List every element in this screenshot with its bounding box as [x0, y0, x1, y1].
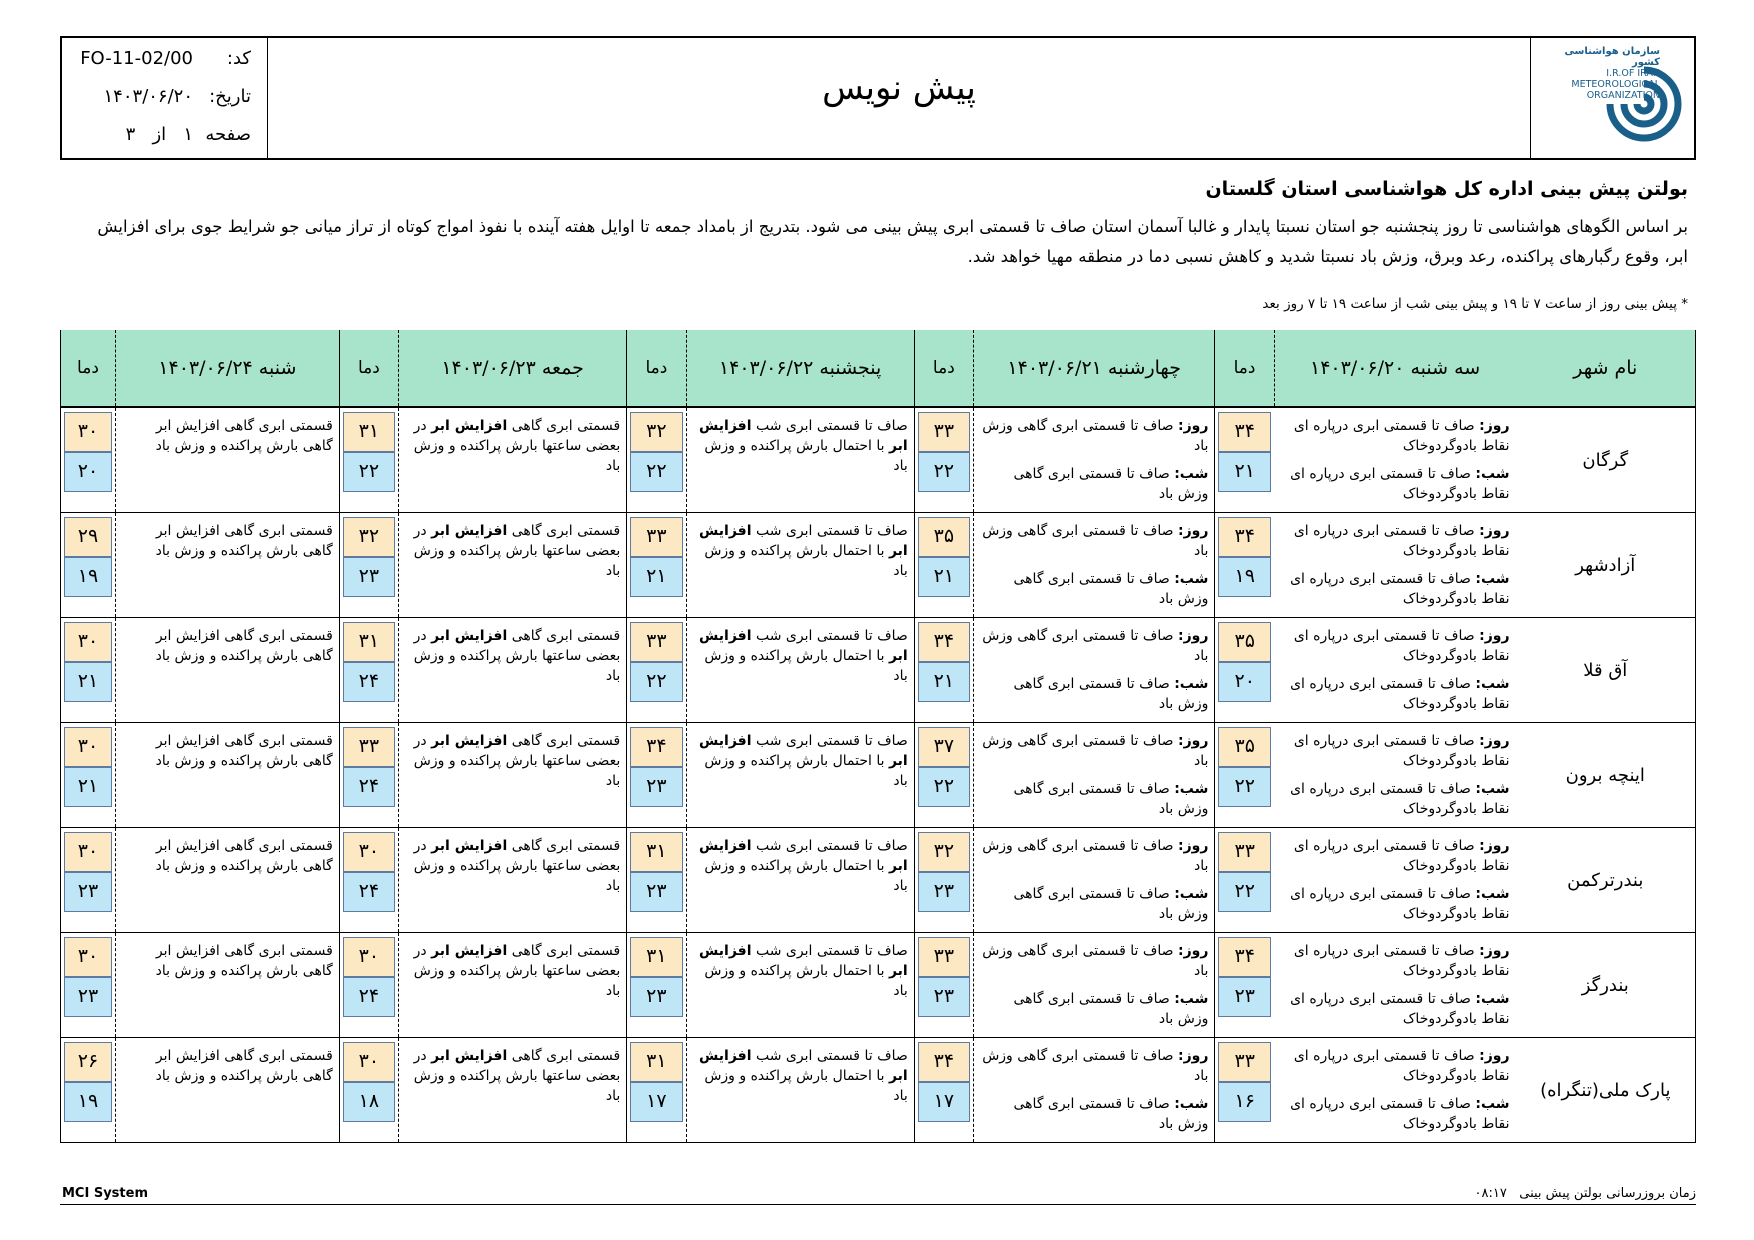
update-time	[1475, 1186, 1696, 1201]
temp-day3	[627, 513, 686, 618]
page-value: ۱	[183, 124, 193, 145]
night-label: شب:	[1174, 1096, 1209, 1112]
min-temp: ۲۲	[918, 452, 970, 492]
min-temp: ۲۲	[343, 452, 395, 492]
temp-day4	[339, 513, 398, 618]
forecast-day4: قسمتی ابری گاهی افزایش ابر در بعضی ساعتها بارش پراکنده و وزش باد	[399, 828, 627, 933]
page-title: پیش نویس	[822, 68, 976, 108]
temp-day2	[914, 513, 973, 618]
max-temp: ۳۳	[1218, 1042, 1271, 1082]
night-forecast: شب: صاف تا قسمتی ابری درپاره ای نقاط بادوگردوخاک	[1290, 991, 1510, 1027]
night-forecast: شب: صاف تا قسمتی ابری گاهی وزش باد	[1013, 571, 1209, 607]
night-forecast: شب: صاف تا قسمتی ابری درپاره ای نقاط بادوگردوخاک	[1290, 781, 1510, 817]
night-label: شب:	[1475, 781, 1510, 797]
meteorological-organization-logo-icon	[1596, 52, 1686, 152]
min-temp: ۲۳	[630, 872, 682, 912]
day-forecast: روز: صاف تا قسمتی ابری درپاره ای نقاط بادوگردوخاک	[1293, 733, 1510, 769]
day-label: روز:	[1479, 418, 1510, 434]
temp-header: دما	[339, 330, 398, 407]
bulletin-title: بولتن پیش بینی اداره کل هواشناسی استان گلستان	[1205, 178, 1688, 200]
max-temp: ۳۲	[343, 517, 395, 557]
forecast-day4: قسمتی ابری گاهی افزایش ابر در بعضی ساعتها بارش پراکنده و وزش باد	[399, 407, 627, 513]
forecast-day1	[1274, 1038, 1515, 1143]
table-row	[61, 723, 1696, 828]
day-label: روز:	[1177, 523, 1209, 539]
day-label: روز:	[1177, 733, 1209, 749]
night-forecast: شب: صاف تا قسمتی ابری درپاره ای نقاط بادوگردوخاک	[1290, 466, 1510, 502]
forecast-day4: قسمتی ابری گاهی افزایش ابر در بعضی ساعتها بارش پراکنده و وزش باد	[399, 513, 627, 618]
max-temp: ۳۱	[630, 832, 682, 872]
temp-day2	[914, 1038, 973, 1143]
code-value: FO-11-02/00	[80, 48, 193, 69]
min-temp: ۲۰	[64, 452, 112, 492]
page-label: صفحه	[205, 124, 251, 145]
temp-day5	[61, 513, 116, 618]
city-name: بندرترکمن	[1516, 828, 1696, 933]
temp-day2	[914, 618, 973, 723]
max-temp: ۳۱	[343, 622, 395, 662]
min-temp: ۱۷	[918, 1082, 970, 1122]
temp-day3	[627, 407, 686, 513]
temp-day4	[339, 1038, 398, 1143]
temp-header: دما	[61, 330, 116, 407]
min-temp: ۲۲	[630, 452, 682, 492]
max-temp: ۳۳	[630, 517, 682, 557]
logo-fa-text: سازمان هواشناسی کشور	[1564, 46, 1660, 68]
forecast-day3: صاف تا قسمتی ابری شب افزایش ابر با احتمال بارش پراکنده و وزش باد	[686, 513, 914, 618]
day-forecast: روز: صاف تا قسمتی ابری گاهی وزش باد	[982, 418, 1209, 454]
night-label: شب:	[1475, 676, 1510, 692]
temp-day4	[339, 933, 398, 1038]
night-label: شب:	[1174, 781, 1209, 797]
table-row	[61, 513, 1696, 618]
night-label: شب:	[1475, 571, 1510, 587]
city-name: پارک ملی(تنگراه)	[1516, 1038, 1696, 1143]
city-name: اینچه برون	[1516, 723, 1696, 828]
max-temp: ۳۴	[1218, 412, 1271, 452]
max-temp: ۳۰	[343, 937, 395, 977]
night-forecast: شب: صاف تا قسمتی ابری گاهی وزش باد	[1013, 676, 1209, 712]
day-header-4: جمعه ۱۴۰۳/۰۶/۲۳	[399, 330, 627, 407]
day-forecast: روز: صاف تا قسمتی ابری درپاره ای نقاط بادوگردوخاک	[1293, 943, 1510, 979]
temp-day3	[627, 723, 686, 828]
document-header	[60, 36, 1696, 160]
max-temp: ۳۳	[630, 622, 682, 662]
night-label: شب:	[1475, 466, 1510, 482]
day-header-1: سه شنبه ۱۴۰۳/۰۶/۲۰	[1274, 330, 1515, 407]
max-temp: ۲۶	[64, 1042, 112, 1082]
logo-en-line1: I.R.OF IRAN	[1606, 68, 1660, 79]
temp-day5	[61, 407, 116, 513]
forecast-day3: صاف تا قسمتی ابری شب افزایش ابر با احتمال بارش پراکنده و وزش باد	[686, 407, 914, 513]
table-row	[61, 828, 1696, 933]
forecast-day2	[973, 513, 1214, 618]
forecast-day1	[1274, 933, 1515, 1038]
day-label: روز:	[1479, 1048, 1510, 1064]
forecast-day3: صاف تا قسمتی ابری شب افزایش ابر با احتمال بارش پراکنده و وزش باد	[686, 723, 914, 828]
min-temp: ۲۲	[630, 662, 682, 702]
max-temp: ۳۴	[1218, 517, 1271, 557]
max-temp: ۳۰	[64, 832, 112, 872]
day-label: روز:	[1177, 418, 1209, 434]
max-temp: ۳۱	[630, 1042, 682, 1082]
max-temp: ۳۴	[630, 727, 682, 767]
temp-day1	[1215, 618, 1274, 723]
min-temp: ۲۲	[1218, 767, 1271, 807]
night-label: شب:	[1475, 886, 1510, 902]
update-label: زمان بروزرسانی بولتن پیش بینی	[1519, 1186, 1696, 1201]
night-forecast: شب: صاف تا قسمتی ابری گاهی وزش باد	[1013, 886, 1209, 922]
min-temp: ۲۴	[343, 872, 395, 912]
max-temp: ۳۰	[343, 1042, 395, 1082]
day-header-5: شنبه ۱۴۰۳/۰۶/۲۴	[115, 330, 339, 407]
update-time-value: ۰۸:۱۷	[1474, 1186, 1507, 1201]
night-forecast: شب: صاف تا قسمتی ابری درپاره ای نقاط بادوگردوخاک	[1290, 676, 1510, 712]
forecast-day3: صاف تا قسمتی ابری شب افزایش ابر با احتمال بارش پراکنده و وزش باد	[686, 933, 914, 1038]
city-name: گرگان	[1516, 407, 1696, 513]
night-forecast: شب: صاف تا قسمتی ابری درپاره ای نقاط بادوگردوخاک	[1290, 571, 1510, 607]
temp-day3	[627, 618, 686, 723]
min-temp: ۲۴	[343, 662, 395, 702]
min-temp: ۲۳	[630, 977, 682, 1017]
forecast-day2	[973, 828, 1214, 933]
day-forecast: روز: صاف تا قسمتی ابری درپاره ای نقاط بادوگردوخاک	[1293, 418, 1510, 454]
min-temp: ۱۹	[1218, 557, 1271, 597]
day-forecast: روز: صاف تا قسمتی ابری گاهی وزش باد	[982, 838, 1209, 874]
day-label: روز:	[1479, 733, 1510, 749]
forecast-day4: قسمتی ابری گاهی افزایش ابر در بعضی ساعتها بارش پراکنده و وزش باد	[399, 1038, 627, 1143]
temp-day1	[1215, 1038, 1274, 1143]
day-forecast: روز: صاف تا قسمتی ابری گاهی وزش باد	[982, 523, 1209, 559]
logo-cell	[1530, 38, 1694, 158]
day-forecast: روز: صاف تا قسمتی ابری درپاره ای نقاط بادوگردوخاک	[1293, 628, 1510, 664]
temp-day3	[627, 828, 686, 933]
day-forecast: روز: صاف تا قسمتی ابری درپاره ای نقاط بادوگردوخاک	[1293, 838, 1510, 874]
table-row	[61, 407, 1696, 513]
temp-day5	[61, 828, 116, 933]
day-label: روز:	[1177, 1048, 1209, 1064]
forecast-footnote: * پیش بینی روز از ساعت ۷ تا ۱۹ و پیش بینی شب از ساعت ۱۹ تا ۷ روز بعد	[1262, 296, 1688, 312]
night-forecast: شب: صاف تا قسمتی ابری گاهی وزش باد	[1013, 1096, 1209, 1132]
min-temp: ۲۱	[64, 767, 112, 807]
night-label: شب:	[1174, 886, 1209, 902]
temp-day1	[1215, 933, 1274, 1038]
night-label: شب:	[1174, 991, 1209, 1007]
code-label: کد:	[226, 48, 251, 69]
day-label: روز:	[1177, 628, 1209, 644]
temp-day2	[914, 828, 973, 933]
day-header-2: چهارشنبه ۱۴۰۳/۰۶/۲۱	[973, 330, 1214, 407]
forecast-day3: صاف تا قسمتی ابری شب افزایش ابر با احتمال بارش پراکنده و وزش باد	[686, 618, 914, 723]
temp-header: دما	[914, 330, 973, 407]
page-total: ۳	[125, 124, 136, 145]
temp-day5	[61, 1038, 116, 1143]
min-temp: ۲۱	[64, 662, 112, 702]
max-temp: ۳۲	[918, 832, 970, 872]
page-row	[80, 124, 251, 154]
day-label: روز:	[1479, 628, 1510, 644]
min-temp: ۱۸	[343, 1082, 395, 1122]
forecast-day1	[1274, 723, 1515, 828]
max-temp: ۳۰	[343, 832, 395, 872]
min-temp: ۱۶	[1218, 1082, 1271, 1122]
min-temp: ۲۳	[1218, 977, 1271, 1017]
date-row	[80, 86, 251, 116]
logo-en-line3: ORGANIZATION	[1586, 90, 1660, 101]
day-forecast: روز: صاف تا قسمتی ابری گاهی وزش باد	[982, 733, 1209, 769]
temp-day1	[1215, 723, 1274, 828]
forecast-day4: قسمتی ابری گاهی افزایش ابر در بعضی ساعتها بارش پراکنده و وزش باد	[399, 618, 627, 723]
forecast-day2	[973, 1038, 1214, 1143]
system-name: MCI System	[62, 1186, 148, 1201]
max-temp: ۳۰	[64, 937, 112, 977]
date-label: تاریخ:	[209, 86, 251, 107]
temp-day4	[339, 723, 398, 828]
temp-day1	[1215, 828, 1274, 933]
night-label: شب:	[1174, 571, 1209, 587]
city-name: آزادشهر	[1516, 513, 1696, 618]
temp-day2	[914, 407, 973, 513]
night-label: شب:	[1174, 676, 1209, 692]
max-temp: ۳۰	[64, 727, 112, 767]
min-temp: ۲۳	[918, 872, 970, 912]
day-forecast: روز: صاف تا قسمتی ابری گاهی وزش باد	[982, 943, 1209, 979]
document-meta	[62, 38, 268, 158]
forecast-day4: قسمتی ابری گاهی افزایش ابر در بعضی ساعتها بارش پراکنده و وزش باد	[399, 723, 627, 828]
max-temp: ۳۳	[918, 937, 970, 977]
night-forecast: شب: صاف تا قسمتی ابری گاهی وزش باد	[1013, 991, 1209, 1027]
max-temp: ۳۴	[918, 1042, 970, 1082]
footer-divider	[60, 1204, 1696, 1205]
min-temp: ۲۱	[630, 557, 682, 597]
temp-day1	[1215, 407, 1274, 513]
forecast-day5: قسمتی ابری گاهی افزایش ابر گاهی بارش پراکنده و وزش باد	[115, 828, 339, 933]
min-temp: ۱۹	[64, 1082, 112, 1122]
temp-day4	[339, 407, 398, 513]
temp-day1	[1215, 513, 1274, 618]
forecast-day1	[1274, 828, 1515, 933]
table-header-row	[61, 330, 1696, 407]
forecast-day5: قسمتی ابری گاهی افزایش ابر گاهی بارش پراکنده و وزش باد	[115, 1038, 339, 1143]
night-forecast: شب: صاف تا قسمتی ابری درپاره ای نقاط بادوگردوخاک	[1290, 886, 1510, 922]
forecast-day5: قسمتی ابری گاهی افزایش ابر گاهی بارش پراکنده و وزش باد	[115, 723, 339, 828]
forecast-day5: قسمتی ابری گاهی افزایش ابر گاهی بارش پراکنده و وزش باد	[115, 933, 339, 1038]
bulletin-body: بر اساس الگوهای هواشناسی تا روز پنجشنبه جو استان نسبتا پایدار و غالبا آسمان استان صاف تا قسمتی ابری پیش بینی می شود. بتدریج از بامداد جمعه تا اوایل هفته آینده با نفوذ امواج کوتاه از تراز میانی جو شرایط جوی برای افزایش ابر، وقوع رگبارهای پراکنده، رعد وبرق، وزش باد نسبتا شدید و کاهش نسبی دما در منطقه مهیا خواهد شد.	[97, 217, 1688, 266]
max-temp: ۳۳	[918, 412, 970, 452]
min-temp: ۲۳	[343, 557, 395, 597]
city-name: آق قلا	[1516, 618, 1696, 723]
date-value: ۱۴۰۳/۰۶/۲۰	[103, 86, 193, 107]
forecast-day5: قسمتی ابری گاهی افزایش ابر گاهی بارش پراکنده و وزش باد	[115, 513, 339, 618]
night-forecast: شب: صاف تا قسمتی ابری درپاره ای نقاط بادوگردوخاک	[1290, 1096, 1510, 1132]
forecast-day1	[1274, 618, 1515, 723]
day-forecast: روز: صاف تا قسمتی ابری درپاره ای نقاط بادوگردوخاک	[1293, 523, 1510, 559]
night-forecast: شب: صاف تا قسمتی ابری گاهی وزش باد	[1013, 466, 1209, 502]
min-temp: ۱۹	[64, 557, 112, 597]
max-temp: ۳۴	[918, 622, 970, 662]
min-temp: ۲۳	[64, 977, 112, 1017]
night-label: شب:	[1174, 466, 1209, 482]
max-temp: ۳۵	[918, 517, 970, 557]
min-temp: ۱۷	[630, 1082, 682, 1122]
city-name: بندرگز	[1516, 933, 1696, 1038]
min-temp: ۲۳	[918, 977, 970, 1017]
forecast-day2	[973, 407, 1214, 513]
forecast-day3: صاف تا قسمتی ابری شب افزایش ابر با احتمال بارش پراکنده و وزش باد	[686, 828, 914, 933]
min-temp: ۲۱	[918, 662, 970, 702]
max-temp: ۳۲	[630, 412, 682, 452]
day-label: روز:	[1479, 523, 1510, 539]
min-temp: ۲۳	[64, 872, 112, 912]
temp-day3	[627, 1038, 686, 1143]
day-label: روز:	[1177, 838, 1209, 854]
min-temp: ۲۱	[918, 557, 970, 597]
temp-day5	[61, 933, 116, 1038]
night-label: شب:	[1475, 1096, 1510, 1112]
max-temp: ۳۳	[1218, 832, 1271, 872]
min-temp: ۲۴	[343, 767, 395, 807]
temp-header: دما	[1215, 330, 1274, 407]
day-forecast: روز: صاف تا قسمتی ابری درپاره ای نقاط بادوگردوخاک	[1293, 1048, 1510, 1084]
forecast-day2	[973, 933, 1214, 1038]
max-temp: ۳۷	[918, 727, 970, 767]
forecast-day3: صاف تا قسمتی ابری شب افزایش ابر با احتمال بارش پراکنده و وزش باد	[686, 1038, 914, 1143]
min-temp: ۲۱	[1218, 452, 1271, 492]
table-row	[61, 1038, 1696, 1143]
max-temp: ۳۱	[343, 412, 395, 452]
table-row	[61, 933, 1696, 1038]
forecast-day2	[973, 618, 1214, 723]
max-temp: ۳۰	[64, 412, 112, 452]
day-label: روز:	[1479, 838, 1510, 854]
day-header-3: پنجشنبه ۱۴۰۳/۰۶/۲۲	[686, 330, 914, 407]
temp-day2	[914, 723, 973, 828]
forecast-day4: قسمتی ابری گاهی افزایش ابر در بعضی ساعتها بارش پراکنده و وزش باد	[399, 933, 627, 1038]
forecast-day1	[1274, 513, 1515, 618]
max-temp: ۳۰	[64, 622, 112, 662]
temp-day5	[61, 618, 116, 723]
logo-en-line2: METEOROLOGICAL	[1571, 79, 1660, 90]
temp-day5	[61, 723, 116, 828]
min-temp: ۲۳	[630, 767, 682, 807]
day-forecast: روز: صاف تا قسمتی ابری گاهی وزش باد	[982, 1048, 1209, 1084]
max-temp: ۳۴	[1218, 937, 1271, 977]
day-label: روز:	[1479, 943, 1510, 959]
max-temp: ۳۵	[1218, 727, 1271, 767]
min-temp: ۲۲	[918, 767, 970, 807]
table-row	[61, 618, 1696, 723]
city-header: نام شهر	[1516, 330, 1696, 407]
forecast-day1	[1274, 407, 1515, 513]
day-label: روز:	[1177, 943, 1209, 959]
day-forecast: روز: صاف تا قسمتی ابری گاهی وزش باد	[982, 628, 1209, 664]
night-label: شب:	[1475, 991, 1510, 1007]
max-temp: ۳۳	[343, 727, 395, 767]
forecast-table	[60, 330, 1696, 1143]
forecast-day5: قسمتی ابری گاهی افزایش ابر گاهی بارش پراکنده و وزش باد	[115, 407, 339, 513]
page-of: از	[152, 124, 167, 145]
min-temp: ۲۰	[1218, 662, 1271, 702]
night-forecast: شب: صاف تا قسمتی ابری گاهی وزش باد	[1013, 781, 1209, 817]
min-temp: ۲۴	[343, 977, 395, 1017]
temp-header: دما	[627, 330, 686, 407]
max-temp: ۲۹	[64, 517, 112, 557]
temp-day3	[627, 933, 686, 1038]
temp-day4	[339, 618, 398, 723]
forecast-day2	[973, 723, 1214, 828]
min-temp: ۲۲	[1218, 872, 1271, 912]
forecast-day5: قسمتی ابری گاهی افزایش ابر گاهی بارش پراکنده و وزش باد	[115, 618, 339, 723]
code-row	[80, 48, 251, 78]
max-temp: ۳۵	[1218, 622, 1271, 662]
temp-day4	[339, 828, 398, 933]
max-temp: ۳۱	[630, 937, 682, 977]
temp-day2	[914, 933, 973, 1038]
